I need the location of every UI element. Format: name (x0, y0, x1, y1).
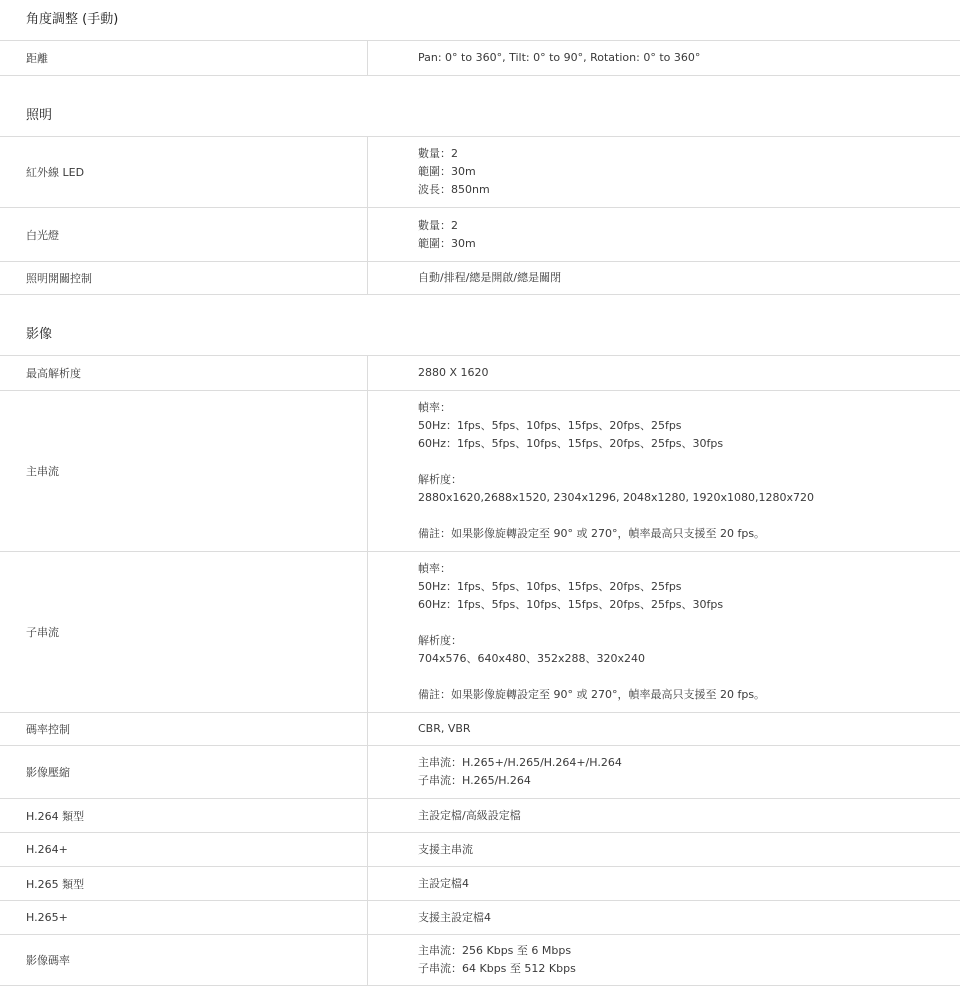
spec-value-line: 解析度： (418, 634, 462, 647)
spec-value (368, 799, 960, 832)
spec-value-line: 704x576、640x480、352x288、320x240 (418, 652, 646, 665)
spec-value-line: 主串流：H.265+/H.265/H.264+/H.264 (418, 756, 622, 769)
spec-value-line: 主設定檔/高級設定檔 (418, 808, 521, 822)
spec-value (368, 901, 960, 934)
spec-value-line: 50Hz：1fps、5fps、10fps、15fps、20fps、25fps (418, 580, 682, 593)
spec-value (368, 208, 960, 261)
spec-value (368, 137, 960, 207)
spec-row-distance (0, 41, 960, 76)
spec-row-h264-type (0, 799, 960, 833)
spec-label: 最高解析度 (0, 356, 368, 390)
spec-value-line: 50Hz：1fps、5fps、10fps、15fps、20fps、25fps (418, 419, 682, 432)
spec-label: 照明開關控制 (0, 262, 368, 294)
spec-value-line: 解析度： (418, 473, 462, 486)
spec-value (368, 867, 960, 900)
spec-label: H.265+ (0, 901, 368, 934)
spec-value-line: 2880 X 1620 (418, 366, 489, 379)
spec-row-main-stream (0, 391, 960, 552)
spec-label: H.265 類型 (0, 867, 368, 900)
spec-value (368, 746, 960, 798)
spec-row-bitrate-control (0, 713, 960, 746)
spec-value-line: 2880x1620,2688x1520, 2304x1296, 2048x1280, 1920x1080,1280x720 (418, 491, 814, 504)
spec-row-sub-stream (0, 552, 960, 713)
spec-value-line: 主設定檔4 (418, 876, 469, 890)
spec-value-line: 數量：2 (418, 218, 458, 232)
spec-value-line: 範圍：30m (418, 165, 476, 178)
spec-row-h265-plus (0, 901, 960, 935)
spec-value-line: 備註：如果影像旋轉設定至 90° 或 270°，幀率最高只支援至 20 fps。 (418, 688, 766, 701)
spec-row-max-resolution (0, 356, 960, 391)
spec-row-video-compression (0, 746, 960, 799)
spec-label: 影像碼率 (0, 935, 368, 985)
section-title-image: 影像 (0, 315, 960, 356)
section-title-angle: 角度調整 (手動) (0, 0, 960, 41)
spec-value (368, 391, 960, 551)
spec-row-ir-led (0, 137, 960, 208)
spec-value (368, 833, 960, 866)
spec-value-line: 主串流：256 Kbps 至 6 Mbps (418, 944, 572, 957)
spec-value-line: 支援主設定檔4 (418, 910, 491, 924)
spec-label: 碼率控制 (0, 713, 368, 745)
spec-label: H.264+ (0, 833, 368, 866)
spec-value-line: CBR, VBR (418, 722, 471, 735)
spec-value-line: 60Hz：1fps、5fps、10fps、15fps、20fps、25fps、30fps (418, 598, 724, 611)
spec-value (368, 356, 960, 390)
spec-value (368, 552, 960, 712)
spec-value (368, 935, 960, 985)
spec-row-h265-type (0, 867, 960, 901)
spec-label: 子串流 (0, 552, 368, 712)
spec-value-line: 自動/排程/總是開啟/總是關閉 (418, 271, 562, 284)
spec-label: 白光燈 (0, 208, 368, 261)
spec-row-video-bitrate (0, 935, 960, 986)
spec-value-line: 波長：850nm (418, 183, 490, 196)
spec-label: H.264 類型 (0, 799, 368, 832)
spec-value-line: 數量：2 (418, 147, 458, 160)
spec-value (368, 41, 960, 75)
spec-value-line: 備註：如果影像旋轉設定至 90° 或 270°，幀率最高只支援至 20 fps。 (418, 527, 766, 540)
section-title-lighting: 照明 (0, 96, 960, 137)
spec-value (368, 262, 960, 294)
spec-row-light-control (0, 262, 960, 295)
spec-value-line: 幀率： (418, 562, 451, 575)
spec-row-white-light (0, 208, 960, 262)
spec-value-line: 範圍：30m (418, 236, 476, 250)
spec-value-line: 支援主串流 (418, 842, 473, 856)
spec-value-line: 60Hz：1fps、5fps、10fps、15fps、20fps、25fps、30fps (418, 437, 724, 450)
spec-value (368, 713, 960, 745)
spec-value-line: 子串流：64 Kbps 至 512 Kbps (418, 962, 576, 975)
spec-value-line: Pan: 0° to 360°, Tilt: 0° to 90°, Rotation: 0° to 360° (418, 51, 701, 64)
spec-value-line: 幀率： (418, 401, 451, 414)
spec-label: 主串流 (0, 391, 368, 551)
spec-label: 距離 (0, 41, 368, 75)
spec-label: 影像壓縮 (0, 746, 368, 798)
spec-label: 紅外線 LED (0, 137, 368, 207)
spec-value-line: 子串流：H.265/H.264 (418, 774, 531, 787)
spec-row-h264-plus (0, 833, 960, 867)
